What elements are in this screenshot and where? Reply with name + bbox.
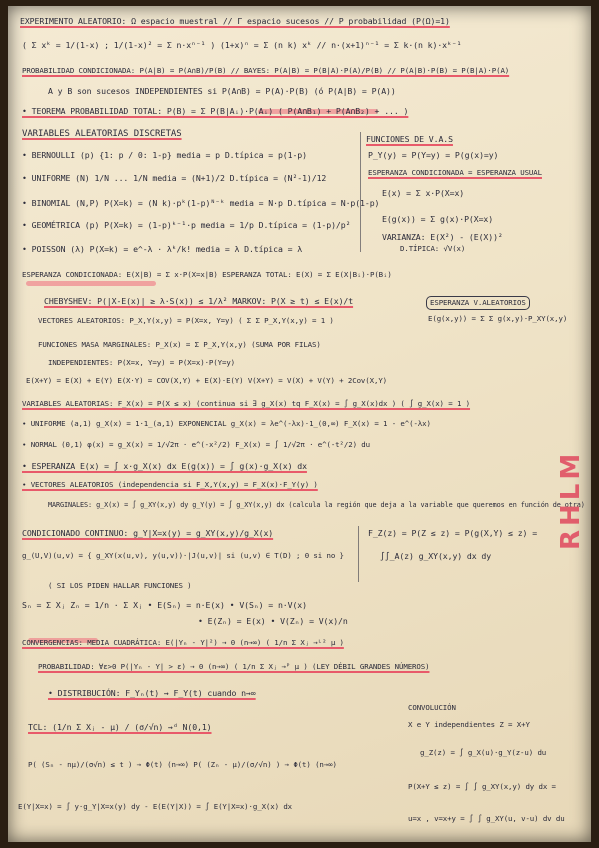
convergence-probability-line: PROBABILIDAD: ∀ε>0 P(|Yₙ - Y| > ε) → 0 (n→∞) ( 1/n Σ Xⱼ →ᴾ μ ) (LEY DÉBIL GRANDES NÚMEROS) (38, 662, 430, 671)
column-divider (360, 132, 361, 252)
total-expectation-continuous-line: E(Y|X=x) = ∫ y·g_Y|X=x(y) dy - E(E(Y|X)) = ∫ E(Y|X=x)·g_X(x) dx (18, 802, 293, 811)
sum-mean-line: Sₙ = Σ Xⱼ Zₙ = 1/n · Σ Xⱼ • E(Sₙ) = n·E(x) • V(Sₙ) = n·V(x) (22, 600, 307, 610)
highlight-mark (26, 281, 156, 286)
clt-probability-line: P( (Sₙ - nμ)/(σ√n) ≤ t ) → Φ(t) (n→∞) P( (Zₙ - μ)/(σ/√n) ) → Φ(t) (n→∞) (28, 760, 337, 769)
change-of-variables-line: g_(U,V)(u,v) = { g_XY(x(u,v), y(u,v))·|J(u,v)| si (u,v) ∈ T(D) ; 0 si no } (22, 551, 344, 560)
series-formulas-line: ( Σ xᵏ = 1/(1-x) ; 1/(1-x)² = Σ n·xⁿ⁻¹ ) (1+x)ⁿ = Σ (n k) xᵏ // n·(x+1)ⁿ⁻¹ = Σ k·(n k)·xᵏ⁻¹ (22, 40, 462, 50)
convolution-cdf-line: P(X+Y ≤ z) = ∫ ∫ g_XY(x,y) dy dx = (408, 782, 556, 791)
total-probability-line: • TEOREMA PROBABILIDAD TOTAL: P(B) = Σ P(B|Aᵢ)·P(Aᵢ) ( P(A∩B₁) + P(A∩B₂) + ... ) (22, 106, 409, 116)
clt-line: TCL: (1/n Σ Xⱼ - μ) / (σ/√n) →ᵈ N(0,1) (28, 722, 212, 732)
independent-sum-line: X e Y independientes Z = X+Y (408, 720, 530, 729)
column-divider (358, 526, 359, 582)
bernoulli-line: • BERNOULLI (p) {1: p / 0: 1-p} media = p D.típica = p(1-p) (22, 150, 307, 160)
normal-line: • NORMAL (0,1) φ(x) = g_X(x) = 1/√2π · e^(-x²/2) F_X(x) = ∫ 1/√2π · e^(-t²/2) du (22, 440, 370, 449)
convolution-heading: CONVOLUCIÓN (408, 703, 456, 712)
hint-functions-line: ( SI LOS PIDEN HALLAR FUNCIONES ) (48, 581, 192, 590)
binomial-line: • BINOMIAL (N,P) P(X=k) = (N k)·pᵏ(1-p)ᴺ⁻ᵏ media = N·p D.típica = N·p(1-p) (22, 198, 380, 208)
random-experiment-line: EXPERIMENTO ALEATORIO: Ω espacio muestral // Γ espacio sucesos // P probabilidad (P(Ω)=1) (20, 16, 450, 26)
uniform-exponential-line: • UNIFORME (a,1) g_X(x) = 1·1_(a,1) EXPONENCIAL g_X(x) = λe^(-λx)·1_(0,∞) F_X(x) = 1 - e^(-λx) (22, 419, 431, 428)
continuous-vectors-line: • VECTORES ALEATORIOS (independencia si F_X,Y(x,y) = F_X(x)·F_Y(y) ) (22, 480, 318, 489)
conditional-expectation-usual-line: ESPERANZA CONDICIONADA = ESPERANZA USUAL (368, 168, 542, 177)
uniform-discrete-line: • UNIFORME (N) 1/N ... 1/N media = (N+1)/2 D.típica = (N²-1)/12 (22, 173, 327, 183)
variance-line: VARIANZA: E(X²) - (E(X))² (382, 232, 503, 242)
std-deviation-line: D.TÍPICA: √V(x) (400, 244, 466, 253)
discrete-variables-heading: VARIABLES ALEATORIAS DISCRETAS (22, 129, 182, 139)
random-vector-expectation-line: E(g(x,y)) = Σ Σ g(x,y)·P_XY(x,y) (428, 314, 568, 323)
conditional-probability-line: PROBABILIDAD CONDICIONADA: P(A|B) = P(A∩B)/P(B) // BAYES: P(A|B) = P(B|A)·P(A)/P(B) // P(A|B)·P(B) = P(B|A)·P(A) (22, 66, 510, 75)
random-vector-expectation-heading: ESPERANZA V.ALEATORIOS (426, 296, 530, 310)
conditional-expectation-line: ESPERANZA CONDICIONADA: E(X|B) = Σ x·P(X=x|B) ESPERANZA TOTAL: E(X) = Σ E(X|Bᵢ)·P(Bᵢ) (22, 270, 392, 279)
poisson-line: • POISSON (λ) P(X=k) = e^-λ · λᵏ/k! media = λ D.típica = λ (22, 244, 303, 254)
convolution-density-line: g_Z(z) = ∫ g_X(u)·g_Y(z-u) du (420, 748, 547, 757)
independence-line: INDEPENDIENTES: P(X=x, Y=y) = P(X=x)·P(Y=y) (48, 358, 236, 367)
note-sheet (8, 6, 591, 842)
marginals-line: MARGINALES: g_X(x) = ∫ g_XY(x,y) dy g_Y(y) = ∫ g_XY(x,y) dx (calcula la región que deja a la variable que queremos en función de otra) (48, 500, 585, 509)
expectation-function-line: E(g(x)) = Σ g(x)·P(X=x) (382, 214, 494, 224)
convergence-mean-square-line: CONVERGENCIAS: MEDIA CUADRÁTICA: E(|Yₙ - Y|²) → 0 (n→∞) ( 1/n Σ Xⱼ →ᴸ² μ ) (22, 638, 344, 647)
geometric-line: • GEOMÉTRICA (p) P(X=k) = (1-p)ᵏ⁻¹·p media = 1/p D.típica = (1-p)/p² (22, 220, 351, 230)
functions-of-rv-heading: FUNCIONES DE V.A.S (366, 134, 453, 144)
change-uv-line: u=x , v=x+y = ∫ ∫ g_XY(u, v-u) dv du (408, 814, 565, 823)
continuous-expectation-line: • ESPERANZA E(x) = ∫ x·g_X(x) dx E(g(x)) = ∫ g(x)·g_X(x) dx (22, 461, 307, 471)
expectation-sum-line: E(X+Y) = E(X) + E(Y) E(X·Y) = COV(X,Y) + E(X)·E(Y) V(X+Y) = V(X) + V(Y) + 2Cov(X,Y) (26, 376, 388, 385)
continuous-conditional-line: CONDICIONADO CONTINUO: g_Y|X=x(y) = g_XY(x,y)/g_X(x) (22, 528, 274, 538)
expectation-discrete-line: E(x) = Σ x·P(X=x) (382, 188, 465, 198)
cdf-function-line: F_Z(z) = P(Z ≤ z) = P(g(X,Y) ≤ z) = (368, 528, 538, 538)
independent-events-line: A y B son sucesos INDEPENDIENTES si P(A∩B) = P(A)·P(B) (ó P(A|B) = P(A)) (48, 86, 396, 96)
function-pmf-line: P_Y(y) = P(Y=y) = P(g(x)=y) (368, 150, 499, 160)
chebyshev-markov-line: CHEBYSHEV: P(|X-E(x)| ≥ λ·S(x)) ≤ 1/λ² MARKOV: P(X ≥ t) ≤ E(x)/t (44, 296, 354, 306)
mean-moments-line: • E(Zₙ) = E(x) • V(Zₙ) = V(x)/n (198, 616, 348, 626)
marginal-mass-line: FUNCIONES MASA MARGINALES: P_X(x) = Σ P_X,Y(x,y) (SUMA POR FILAS) (38, 340, 321, 349)
initials-signature: RHLM (556, 449, 586, 550)
continuous-variables-line: VARIABLES ALEATORIAS: F_X(x) = P(X ≤ x) (continua si ∃ g_X(x) tq F_X(x) = ∫ g_X(x)dx ) ( ∫ g_X(x) = 1 ) (22, 399, 471, 408)
convergence-distribution-line: • DISTRIBUCIÓN: F_Yₙ(t) → F_Y(t) cuando n→∞ (48, 688, 256, 698)
region-integral-line: ∫∫_A(z) g_XY(x,y) dx dy (380, 551, 492, 561)
random-vectors-line: VECTORES ALEATORIOS: P_X,Y(x,y) = P(X=x, Y=y) ( Σ Σ P_X,Y(x,y) = 1 ) (38, 316, 334, 325)
